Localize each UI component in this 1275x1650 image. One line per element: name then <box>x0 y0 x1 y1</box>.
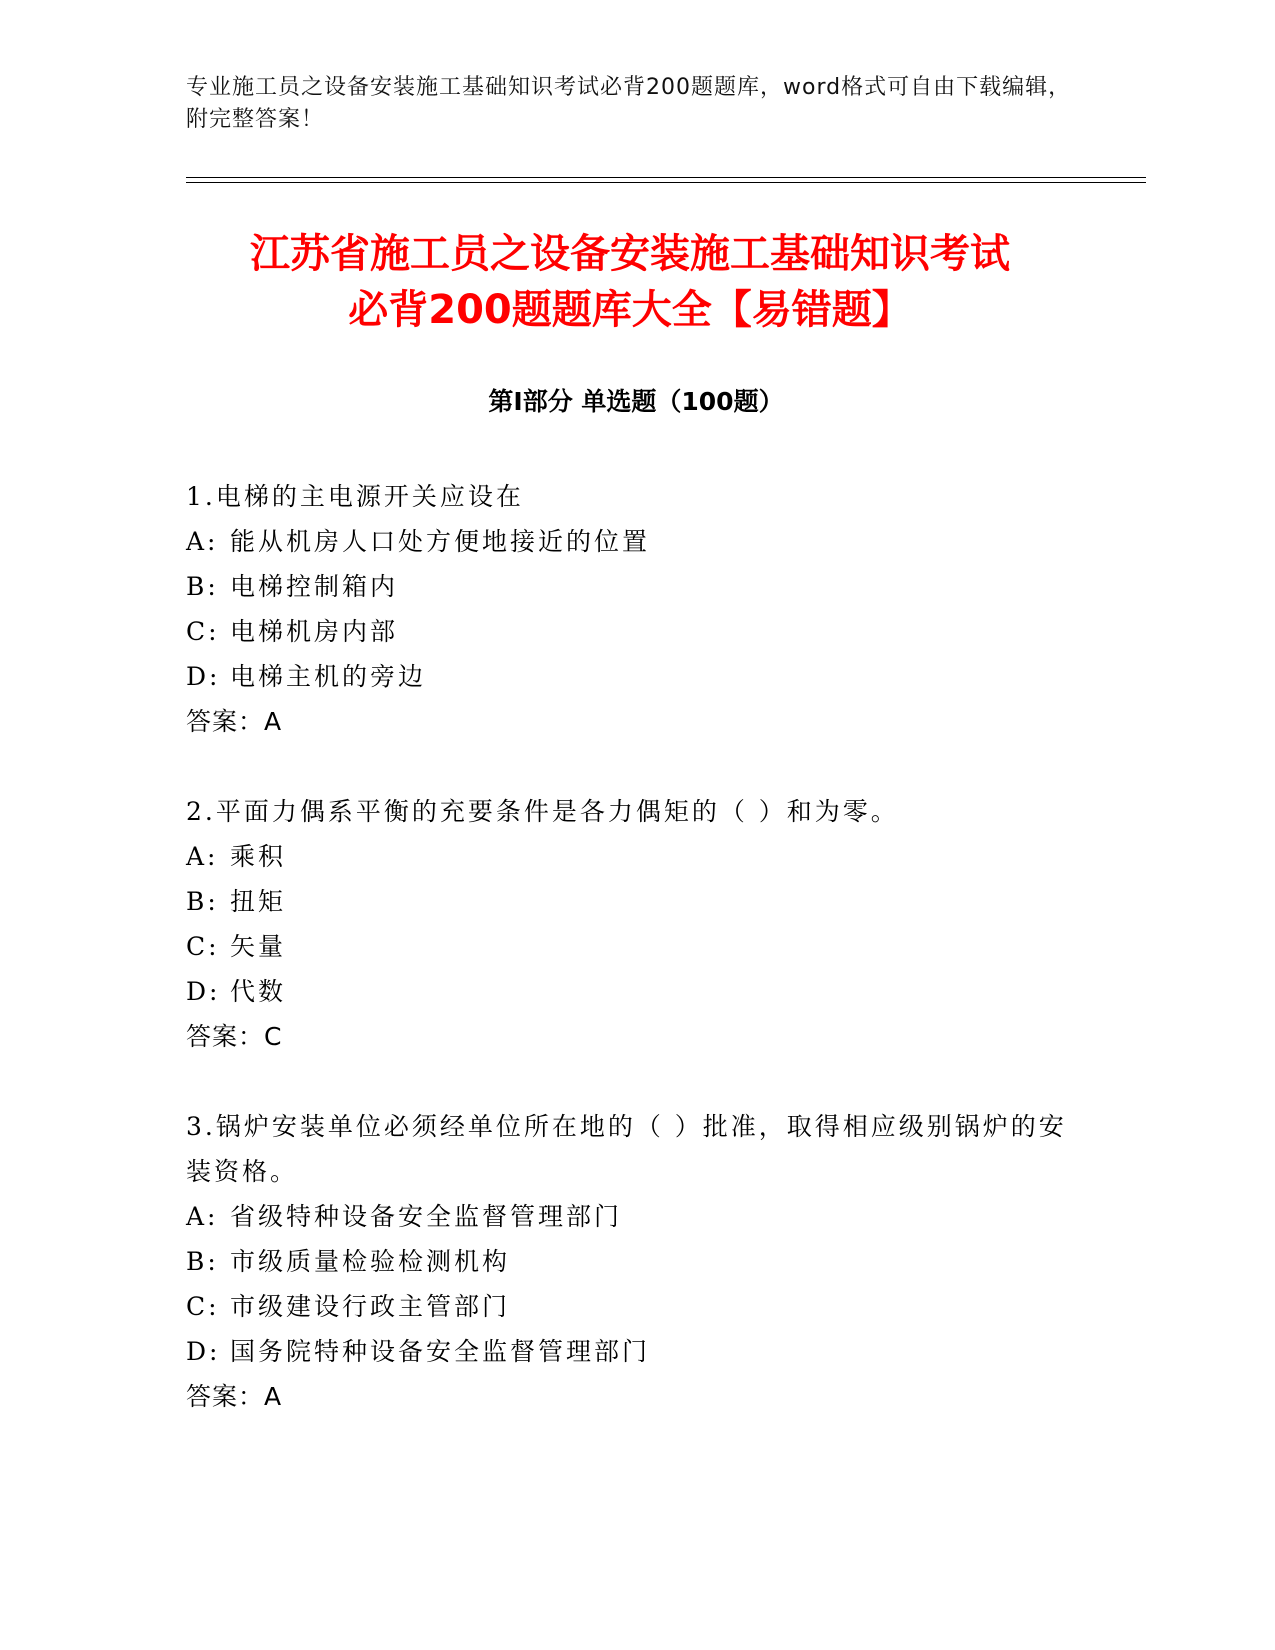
option-c <box>186 609 1086 654</box>
header-note: 专业施工员之设备安装施工基础知识考试必背200题题库，word格式可自由下载编辑，附完整答案！ <box>186 75 1072 132</box>
option-b <box>186 564 1086 609</box>
option-letter: B: <box>186 887 219 916</box>
option-letter: A: <box>186 842 219 871</box>
option-text: 乘积 <box>230 842 287 871</box>
option-b <box>186 879 1086 924</box>
option-text: 代数 <box>230 977 287 1006</box>
option-letter: A: <box>186 527 219 556</box>
option-text: 市级质量检验检测机构 <box>230 1247 511 1276</box>
question-2 <box>186 789 1086 1059</box>
option-text: 电梯主机的旁边 <box>230 662 427 691</box>
document-title-line-1: 江苏省施工员之设备安装施工基础知识考试 <box>250 231 1010 277</box>
option-letter: C: <box>186 1292 220 1321</box>
answer: 答案：A <box>186 707 283 736</box>
option-text: 矢量 <box>230 932 287 961</box>
option-b <box>186 1239 1086 1284</box>
option-d <box>186 1329 1086 1374</box>
option-a <box>186 834 1086 879</box>
question-stem: 1.电梯的主电源开关应设在 <box>186 482 524 511</box>
option-letter: C: <box>186 617 220 646</box>
option-a <box>186 519 1086 564</box>
option-letter: C: <box>186 932 220 961</box>
option-text: 能从机房人口处方便地接近的位置 <box>230 527 651 556</box>
question-list <box>186 474 1086 1464</box>
option-d <box>186 969 1086 1014</box>
answer: 答案：C <box>186 1022 283 1051</box>
question-3 <box>186 1104 1086 1419</box>
answer: 答案：A <box>186 1382 283 1411</box>
document-title <box>160 226 1100 338</box>
option-letter: B: <box>186 1247 219 1276</box>
option-text: 国务院特种设备安全监督管理部门 <box>230 1337 651 1366</box>
question-1 <box>186 474 1086 744</box>
option-text: 市级建设行政主管部门 <box>230 1292 511 1321</box>
header-divider-top <box>186 177 1146 178</box>
option-c <box>186 1284 1086 1329</box>
option-a <box>186 1194 1086 1239</box>
section-heading: 第Ⅰ部分 单选题（100题） <box>488 387 784 416</box>
option-d <box>186 654 1086 699</box>
option-letter: D: <box>186 1337 221 1366</box>
option-text: 电梯控制箱内 <box>230 572 399 601</box>
option-text: 电梯机房内部 <box>230 617 399 646</box>
option-letter: D: <box>186 662 221 691</box>
option-letter: D: <box>186 977 221 1006</box>
option-text: 扭矩 <box>230 887 287 916</box>
question-stem: 3.锅炉安装单位必须经单位所在地的（ ）批准，取得相应级别锅炉的安装资格。 <box>186 1112 1067 1186</box>
question-stem: 2.平面力偶系平衡的充要条件是各力偶矩的（ ）和为零。 <box>186 797 899 826</box>
option-letter: B: <box>186 572 219 601</box>
option-text: 省级特种设备安全监督管理部门 <box>230 1202 623 1231</box>
document-title-line-2: 必背200题题库大全【易错题】 <box>348 287 912 333</box>
option-letter: A: <box>186 1202 219 1231</box>
header-divider-bottom <box>186 182 1146 183</box>
option-c <box>186 924 1086 969</box>
